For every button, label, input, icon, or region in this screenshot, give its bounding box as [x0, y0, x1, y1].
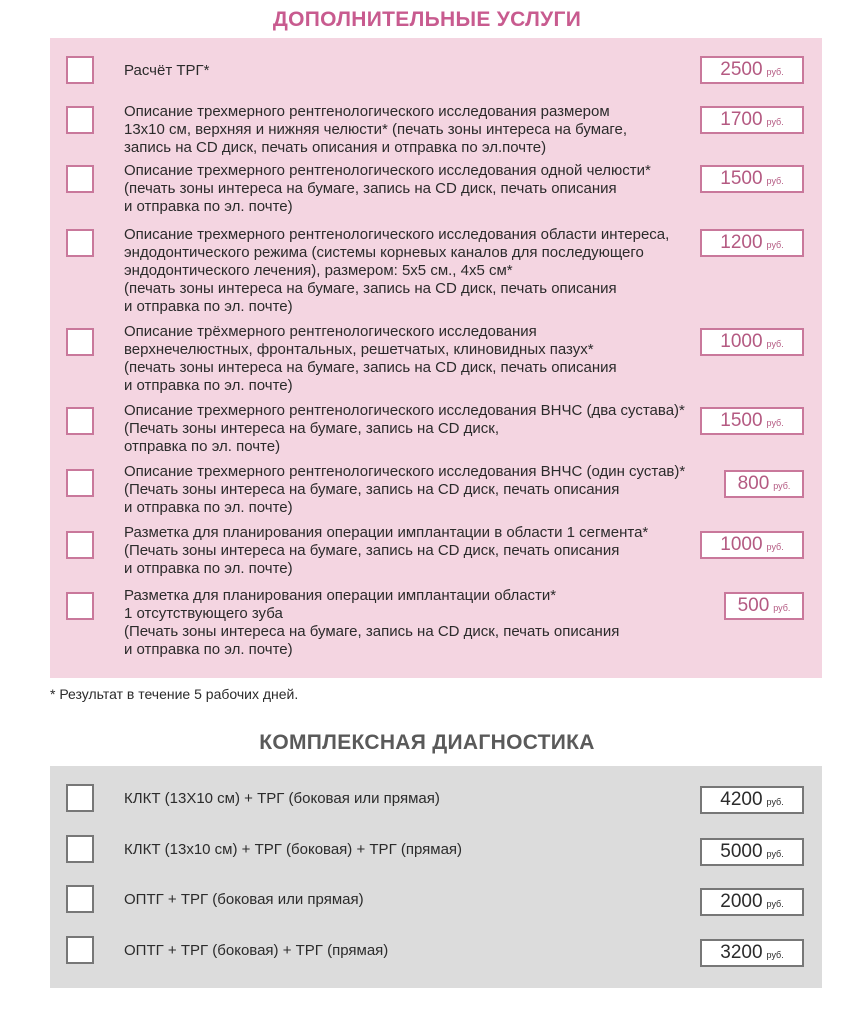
service-price: 800 руб. — [724, 470, 804, 498]
service-price: 1500 руб. — [700, 407, 804, 435]
complex-checkbox[interactable] — [66, 885, 94, 913]
complex-description: КЛКТ (13х10 см) + ТРГ (боковая) + ТРГ (прямая) — [124, 841, 463, 858]
service-checkbox[interactable] — [66, 592, 94, 620]
complex-diagnostics-title: КОМПЛЕКСНАЯ ДИАГНОСТИКА — [259, 731, 595, 754]
service-description: Описание трехмерного рентгенологического исследования области интереса, эндодонтического режима (системы корневых каналов для последующего эндодонтического лечения), размером: 5х5 см., 4х5 см* (печать зоны интереса на бумаге, запись на CD диск, печать описания и отправка по эл. почте) — [124, 226, 670, 315]
complex-price: 3200 руб. — [700, 939, 804, 967]
service-description: Описание трехмерного рентгенологического исследования размером 13х10 см, верхняя и нижняя челюсти* (печать зоны интереса на бумаге, запись на CD диск, печать описания и отправка по эл.почте) — [124, 103, 628, 156]
service-description: Описание трехмерного рентгенологического исследования ВНЧС (два сустава)* (Печать зоны интереса на бумаге, запись на CD диск, отправка по эл. почте) — [124, 402, 685, 455]
service-description: Описание трёхмерного рентгенологического исследования верхнечелюстных, фронтальных, решетчатых, клиновидных пазух* (печать зоны интереса на бумаге, запись на CD диск, печать описания и отправка по эл. почте) — [124, 323, 617, 394]
complex-description: КЛКТ (13Х10 см) + ТРГ (боковая или прямая) — [124, 790, 440, 807]
service-description: Разметка для планирования операции имплантации области* 1 отсутствующего зуба (Печать зоны интереса на бумаге, запись на CD диск, печать описания и отправка по эл. почте) — [124, 587, 620, 658]
service-description: Описание трехмерного рентгенологического исследования ВНЧС (один сустав)* (Печать зоны интереса на бумаге, запись на CD диск, печать описания и отправка по эл. почте) — [124, 463, 686, 516]
service-price: 500 руб. — [724, 592, 804, 620]
complex-checkbox[interactable] — [66, 936, 94, 964]
service-description: Разметка для планирования операции имплантации в области 1 сегмента* (Печать зоны интереса на бумаге, запись на CD диск, печать описания и отправка по эл. почте) — [124, 524, 649, 577]
service-checkbox[interactable] — [66, 469, 94, 497]
service-description: Описание трехмерного рентгенологического исследования одной челюсти* (печать зоны интереса на бумаге, запись на CD диск, печать описания и отправка по эл. почте) — [124, 162, 651, 215]
extra-services-title: ДОПОЛНИТЕЛЬНЫЕ УСЛУГИ — [272, 8, 582, 31]
complex-price: 5000 руб. — [700, 838, 804, 866]
service-price: 1000 руб. — [700, 328, 804, 356]
complex-description: ОПТГ + ТРГ (боковая или прямая) — [124, 891, 364, 908]
footnote: * Результат в течение 5 рабочих дней. — [50, 686, 299, 702]
service-price: 1500 руб. — [700, 165, 804, 193]
service-price: 1200 руб. — [700, 229, 804, 257]
complex-diagnostics-panel — [50, 766, 822, 988]
service-checkbox[interactable] — [66, 106, 94, 134]
service-checkbox[interactable] — [66, 165, 94, 193]
service-checkbox[interactable] — [66, 531, 94, 559]
complex-description: ОПТГ + ТРГ (боковая) + ТРГ (прямая) — [124, 942, 389, 959]
service-description: Расчёт ТРГ* — [124, 62, 210, 79]
complex-price: 2000 руб. — [700, 888, 804, 916]
service-checkbox[interactable] — [66, 229, 94, 257]
service-checkbox[interactable] — [66, 407, 94, 435]
extra-services-panel — [50, 38, 822, 678]
service-price: 1000 руб. — [700, 531, 804, 559]
service-checkbox[interactable] — [66, 328, 94, 356]
complex-checkbox[interactable] — [66, 835, 94, 863]
complex-checkbox[interactable] — [66, 784, 94, 812]
service-checkbox[interactable] — [66, 56, 94, 84]
service-price: 1700 руб. — [700, 106, 804, 134]
service-price: 2500 руб. — [700, 56, 804, 84]
complex-price: 4200 руб. — [700, 786, 804, 814]
